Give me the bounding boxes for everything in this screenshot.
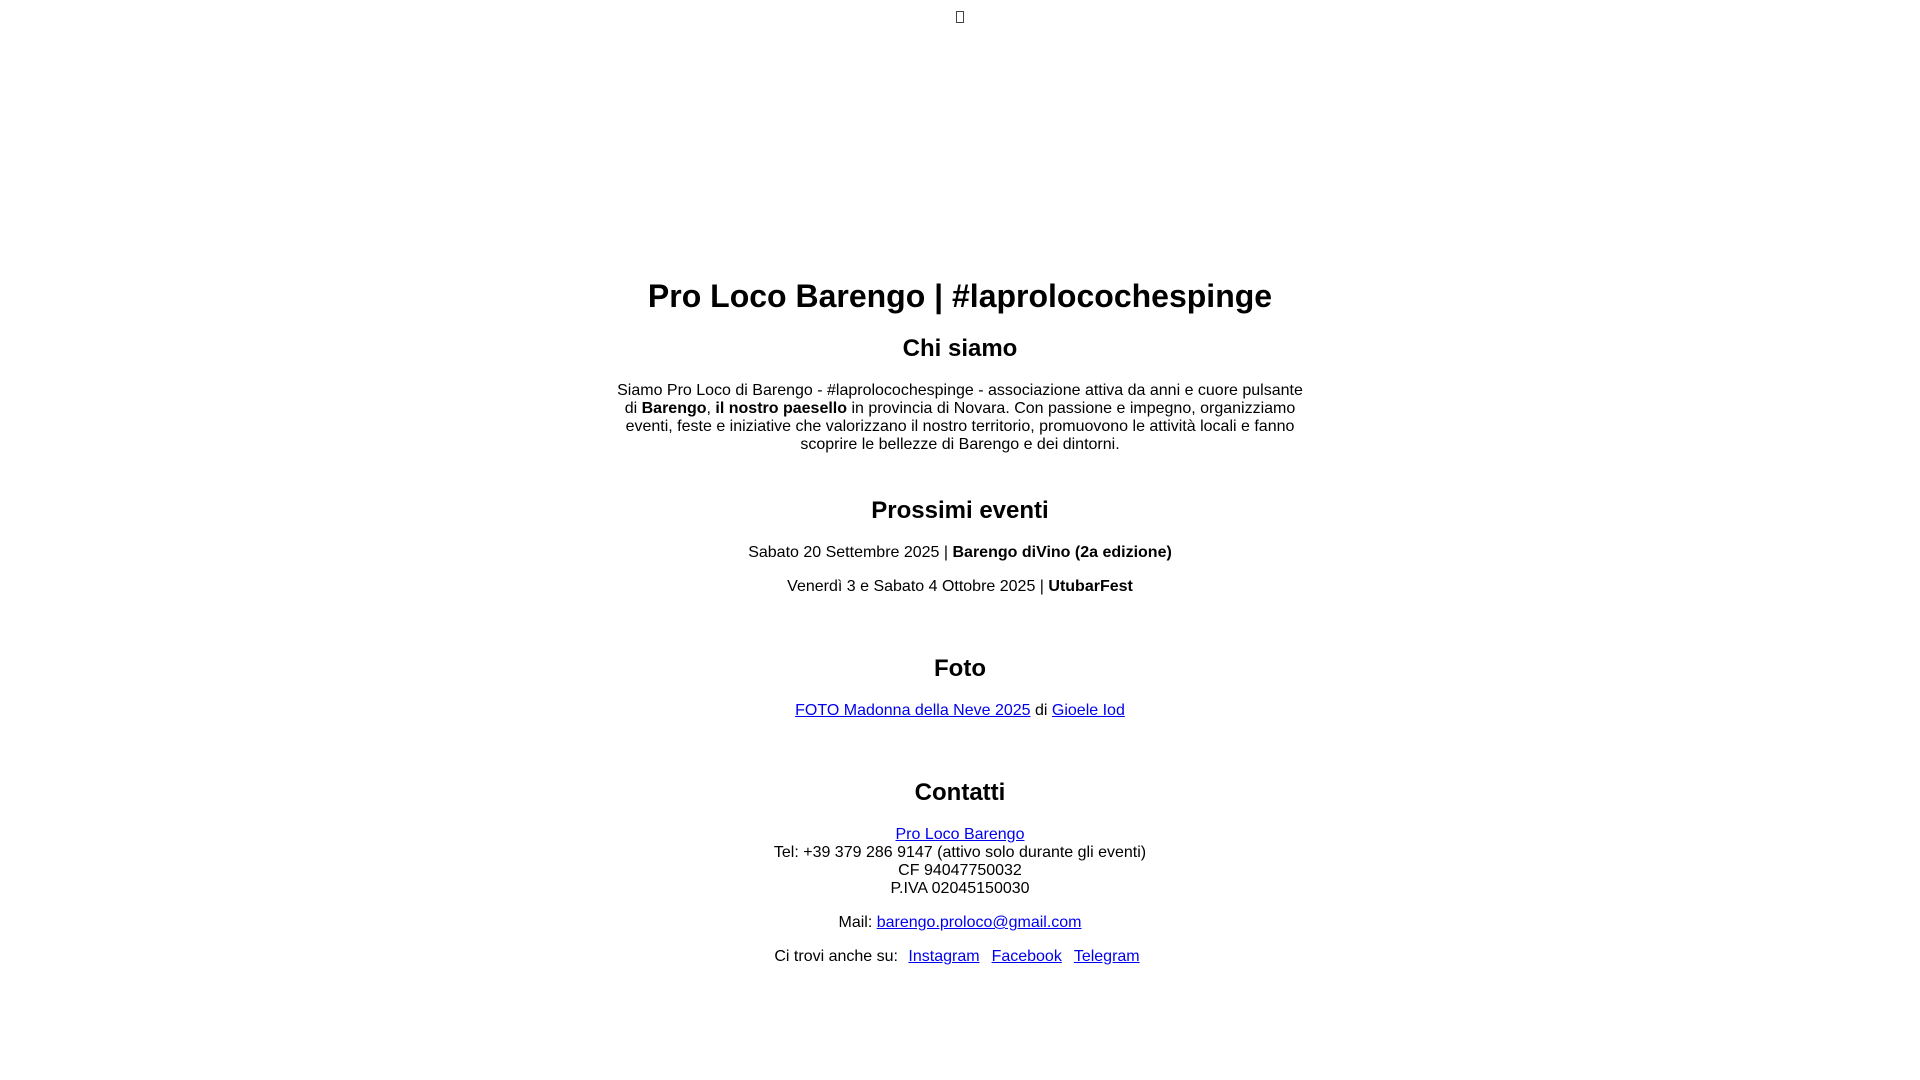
phone-text: Tel: +39 379 286 9147 (attivo solo durante gli eventi) — [773, 844, 1147, 861]
event-item — [0, 544, 1920, 562]
mail-line — [0, 914, 1920, 932]
event-name: Barengo diVino (2a edizione) — [952, 544, 1172, 561]
photos-link[interactable]: FOTO Madonna della Neve 2025 — [795, 702, 1031, 719]
instagram-link[interactable]: Instagram — [908, 948, 980, 965]
event-date: Venerdì 3 e Sabato 4 Ottobre 2025 | — [787, 578, 1049, 595]
photos-by: di — [1030, 702, 1052, 719]
social-label: Ci trovi anche su: — [774, 948, 903, 965]
about-text-part: Siamo Pro Loco di Barengo - #laprolocochespinge - associazione attiva da anni e cuore pulsante di — [617, 382, 1303, 417]
contacts-heading: Contatti — [914, 779, 1006, 806]
about-text — [615, 382, 1305, 454]
about-heading: Chi siamo — [902, 335, 1018, 362]
mail-label: Mail: — [838, 914, 877, 931]
page-title: Pro Loco Barengo | #laprolocochespinge — [647, 278, 1273, 314]
org-link[interactable]: Pro Loco Barengo — [895, 826, 1025, 843]
cf-text: CF 94047750032 — [898, 862, 1022, 879]
photos-section — [0, 654, 1920, 720]
event-name: UtubarFest — [1048, 578, 1133, 595]
event-item — [0, 578, 1920, 596]
contacts-details — [0, 826, 1920, 898]
photos-heading: Foto — [934, 655, 986, 682]
events-heading: Prossimi eventi — [871, 497, 1049, 524]
about-bold-paesello: il nostro paesello — [715, 400, 848, 417]
about-bold-barengo: Barengo — [641, 400, 707, 417]
photos-line — [0, 702, 1920, 720]
events-section — [0, 496, 1920, 596]
site-logo — [0, 0, 1920, 24]
facebook-link[interactable]: Facebook — [991, 948, 1062, 965]
social-line — [0, 948, 1920, 966]
main-content — [0, 268, 1920, 982]
event-date: Sabato 20 Settembre 2025 | — [748, 544, 953, 561]
about-separator: , — [706, 400, 716, 417]
piva-text: P.IVA 02045150030 — [890, 880, 1030, 897]
contacts-section — [0, 778, 1920, 966]
about-text-part: in provincia di Novara. Con passione e impegno, organizziamo eventi, feste e iniziative che valorizzano il nostro territorio, promuovono le attività locali e fanno scoprire le bellezze di Barengo e dei dintorni. — [625, 400, 1296, 453]
photo-author-link[interactable]: Gioele Iod — [1051, 702, 1125, 719]
telegram-link[interactable]: Telegram — [1073, 948, 1140, 965]
mail-link[interactable]: barengo.proloco@gmail.com — [876, 914, 1082, 931]
broken-image-icon — [956, 11, 964, 23]
